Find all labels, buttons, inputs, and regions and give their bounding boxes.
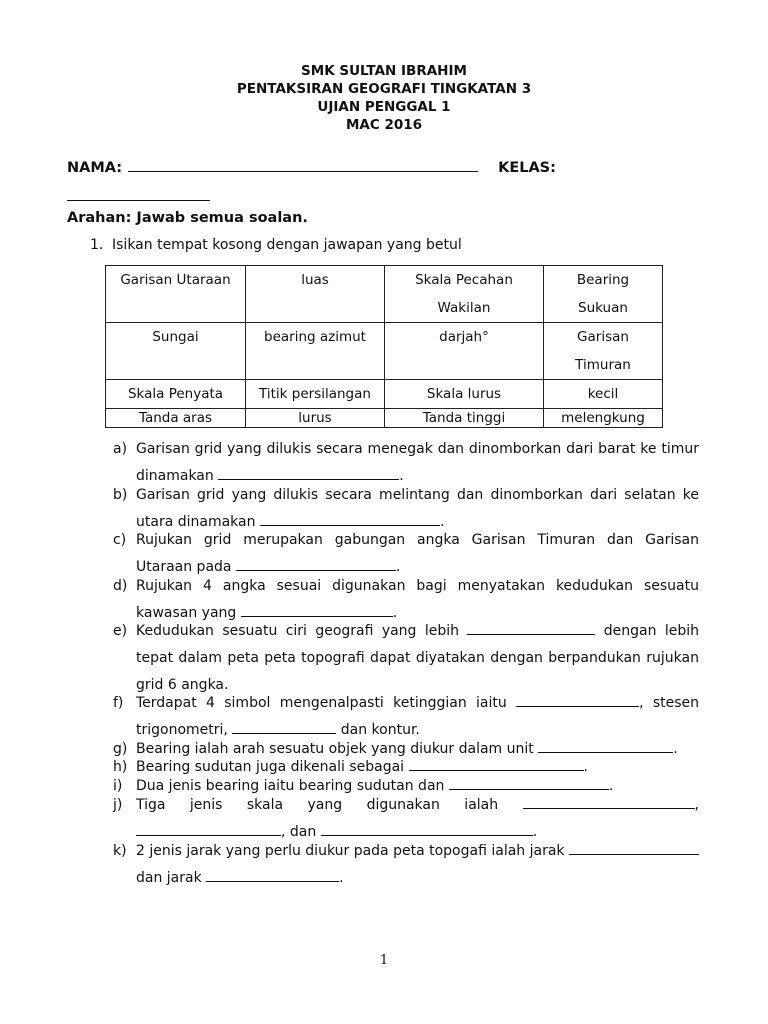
answer-blank: [516, 692, 639, 707]
item-label: j): [113, 797, 123, 813]
item-label: k): [113, 843, 127, 859]
item-text: .: [532, 824, 538, 840]
table-row: [106, 266, 663, 323]
answer-blank: [241, 602, 393, 617]
question-text: Isikan tempat kosong dengan jawapan yang betul: [112, 237, 462, 253]
table-cell: Titik persilangan: [246, 380, 385, 409]
item-text: dan kontur.: [336, 722, 420, 738]
table-cell: lurus: [246, 409, 385, 428]
item-text: Garisan grid yang dilukis secara menegak dan dinomborkan dari barat ke timur dinamakan: [136, 441, 699, 484]
answer-blank: [449, 775, 609, 790]
class-blank: [67, 200, 210, 201]
item-text: , stesen trigonometri,: [136, 695, 699, 738]
answer-blank: [260, 511, 440, 526]
table-cell: Skala Penyata: [106, 380, 246, 409]
answer-blank: [538, 738, 673, 753]
item-text: Bearing sudutan juga dikenali sebagai: [136, 759, 409, 775]
item-text: .: [392, 605, 398, 621]
table-cell: darjah°: [385, 323, 544, 380]
question-number: 1.: [90, 237, 104, 253]
name-label: NAMA:: [67, 160, 123, 176]
item-text: .: [608, 778, 614, 794]
item-text: .: [399, 468, 404, 484]
instruction: Arahan: Jawab semua soalan.: [67, 210, 308, 226]
item-label: c): [113, 532, 127, 548]
item-text: Terdapat 4 simbol mengenalpasti ketinggian iaitu: [136, 695, 517, 711]
item-text: Rujukan 4 angka sesuai digunakan bagi menyatakan kedudukan sesuatu kawasan yang: [136, 578, 699, 621]
item-label: e): [113, 623, 128, 639]
item-text: Dua jenis bearing iaitu bearing sudutan dan: [136, 778, 449, 794]
school-name: SMK SULTAN IBRAHIM: [301, 63, 467, 79]
question-items: [113, 436, 699, 892]
question-1: [90, 237, 462, 253]
table-row: [106, 409, 663, 428]
word-bank-table: [105, 265, 663, 428]
item-k: [113, 838, 699, 892]
answer-blank: [467, 620, 595, 635]
exam-title: UJIAN PENGGAL 1: [317, 99, 451, 115]
table-cell: Bearing Sukuan: [544, 266, 663, 323]
table-cell: Garisan Timuran: [544, 323, 663, 380]
item-text: .: [583, 759, 588, 775]
answer-blank: [236, 556, 396, 571]
document-header: [0, 62, 768, 134]
item-text: dengan lebih tepat dalam peta peta topografi dapat diyatakan dengan berpandukan rujukan grid 6 angka.: [136, 623, 700, 693]
exam-date: MAC 2016: [345, 117, 423, 133]
name-class-row: [67, 157, 556, 176]
table-cell: Garisan Utaraan: [106, 266, 246, 323]
page-number: 1: [379, 953, 389, 968]
table-cell: Sungai: [106, 323, 246, 380]
item-label: g): [113, 741, 128, 757]
item-e: [113, 618, 699, 699]
answer-blank: [136, 821, 281, 836]
table-row: [106, 323, 663, 380]
name-blank: [128, 157, 478, 172]
item-label: b): [113, 487, 128, 503]
item-label: f): [113, 695, 124, 711]
answer-blank: [218, 465, 399, 480]
item-text: Tiga jenis skala yang digunakan ialah: [136, 797, 523, 813]
answer-blank: [232, 719, 336, 734]
item-text: , dan: [281, 824, 321, 840]
table-cell: melengkung: [544, 409, 663, 428]
item-text: .: [673, 741, 678, 757]
table-cell: Tanda aras: [106, 409, 246, 428]
item-text: 2 jenis jarak yang perlu diukur pada peta topogafi ialah jarak: [136, 843, 569, 859]
exam-subject: PENTAKSIRAN GEOGRAFI TINGKATAN 3: [236, 81, 532, 97]
table-cell: Tanda tinggi: [385, 409, 544, 428]
item-text: Rujukan grid merupakan gabungan angka Garisan Timuran dan Garisan Utaraan pada: [136, 532, 699, 575]
table-cell: bearing azimut: [246, 323, 385, 380]
item-label: d): [113, 578, 128, 594]
answer-blank: [523, 794, 695, 809]
table-cell: Skala Pecahan Wakilan: [385, 266, 544, 323]
item-text: .: [439, 514, 445, 530]
item-label: i): [113, 778, 123, 794]
item-label: a): [113, 441, 128, 457]
item-text: Kedudukan sesuatu ciri geografi yang lebih: [136, 623, 468, 639]
table-cell: Skala lurus: [385, 380, 544, 409]
class-label: KELAS:: [498, 160, 556, 176]
answer-blank: [321, 821, 533, 836]
answer-blank: [206, 867, 339, 882]
item-label: h): [113, 759, 128, 775]
item-text: .: [395, 559, 401, 575]
table-cell: kecil: [544, 380, 663, 409]
table-row: [106, 380, 663, 409]
table-cell: luas: [246, 266, 385, 323]
answer-blank: [409, 756, 584, 771]
answer-blank: [569, 840, 699, 855]
item-text: dan jarak: [136, 870, 207, 886]
item-text: .: [339, 870, 344, 886]
item-text: ,: [694, 797, 699, 813]
item-text: Bearing ialah arah sesuatu objek yang diukur dalam unit: [136, 741, 539, 757]
item-text: Garisan grid yang dilukis secara melintang dan dinomborkan dari selatan ke utara dinamakan: [136, 487, 699, 530]
